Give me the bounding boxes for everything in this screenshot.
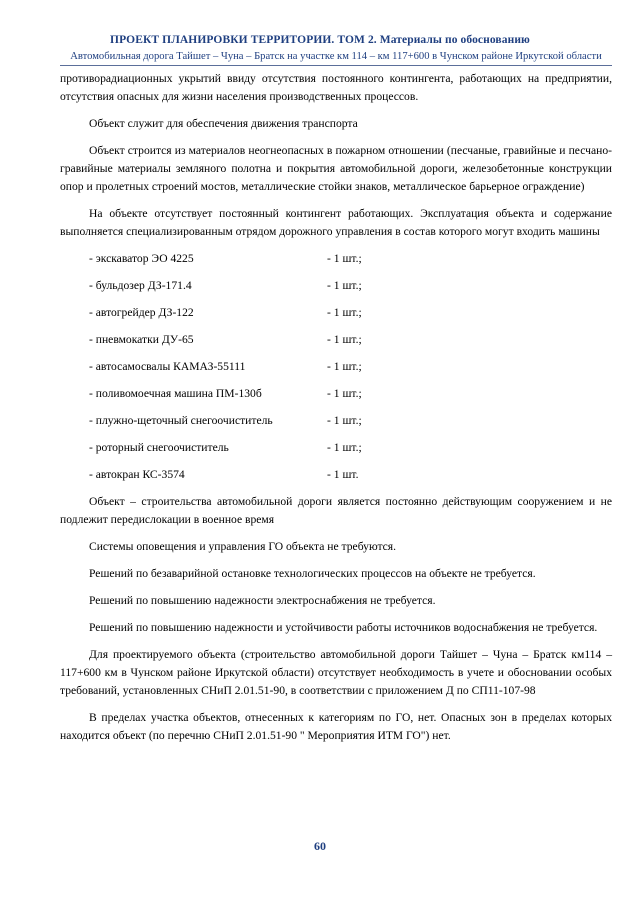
paragraph: Решений по повышению надежности электроснабжения не требуется. [89,594,436,607]
equipment-qty: - 1 шт.; [327,279,362,292]
equipment-name: - бульдозер ДЗ-171.4 [89,279,192,292]
equipment-item [60,412,612,430]
paragraph: Системы оповещения и управления ГО объекта не требуются. [89,540,397,553]
equipment-qty: - 1 шт.; [327,252,362,265]
equipment-item [60,385,612,403]
equipment-qty: - 1 шт.; [327,414,362,427]
equipment-name: - автосамосвалы КАМАЗ-55111 [89,360,246,373]
paragraph: Решений по безаварийной остановке технологических процессов на объекте не требуется. [89,567,536,580]
paragraph: В пределах участка объектов, отнесенных к категориям по ГО, нет. Опасных зон в пределах которых находится объект (по перечню СНиП 2.01.51-90 " Мероприятия ИТМ ГО") нет. [60,711,612,742]
paragraph: Объект – строительства автомобильной дороги является постоянно действующим сооружением и не подлежит передислокации в военное время [60,495,612,526]
paragraph: Объект строится из материалов неогнеопасных в пожарном отношении (песчаные, гравийные и песчано-гравийные материалы земляного полотна и покрытия автомобильной дороги, железобетонные конструкции опор и пролетных строений мостов, металлические стойки знаков, металлическое барьерное ограждение) [60,144,612,193]
header-divider [60,65,612,66]
equipment-name: - экскаватор ЭО 4225 [89,252,194,265]
equipment-name: - поливомоечная машина ПМ-130б [89,387,262,400]
paragraph-continuation: противорадиационных укрытий ввиду отсутствия постоянного контингента, работающих на предприятии, отсутствия опасных для жизни населения производственных процессов. [60,72,612,103]
equipment-name: - пневмокатки ДУ-65 [89,333,194,346]
equipment-item [60,304,612,322]
equipment-qty: - 1 шт.; [327,333,362,346]
equipment-name: - автогрейдер ДЗ-122 [89,306,194,319]
equipment-qty: - 1 шт.; [327,387,362,400]
equipment-item [60,331,612,349]
equipment-list [60,250,612,484]
page-number: 60 [314,839,326,853]
equipment-item [60,466,612,484]
equipment-item [60,250,612,268]
equipment-qty: - 1 шт. [327,468,359,481]
equipment-name: - роторный снегоочиститель [89,441,229,454]
page-header-subtitle: Автомобильная дорога Тайшет – Чуна – Братск на участке км 114 – км 117+600 в Чунском районе Иркутской области [70,51,602,62]
equipment-item [60,358,612,376]
equipment-item [60,439,612,457]
equipment-name: - автокран КС-3574 [89,468,185,481]
page-header-title: ПРОЕКТ ПЛАНИРОВКИ ТЕРРИТОРИИ. ТОМ 2. Материалы по обоснованию [110,34,530,46]
document-body [60,70,612,745]
equipment-qty: - 1 шт.; [327,441,362,454]
paragraph: Объект служит для обеспечения движения транспорта [89,117,358,130]
paragraph: Решений по повышению надежности и устойчивости работы источников водоснабжения не требуется. [89,621,598,634]
paragraph: На объекте отсутствует постоянный контингент работающих. Эксплуатация объекта и содержание выполняется специализированным отрядом дорожного управления в состав которого могут входить машины [60,207,612,238]
equipment-item [60,277,612,295]
equipment-qty: - 1 шт.; [327,360,362,373]
equipment-name: - плужно-щеточный снегоочиститель [89,414,273,427]
equipment-qty: - 1 шт.; [327,306,362,319]
paragraph: Для проектируемого объекта (строительство автомобильной дороги Тайшет – Чуна – Братск км114 – 117+600 км в Чунском районе Иркутской области) отсутствует необходимость в учете и обосновании особых требований, установленных СНиП 2.01.51-90, в соответствии с приложением Д по СП11-107-98 [60,648,612,697]
